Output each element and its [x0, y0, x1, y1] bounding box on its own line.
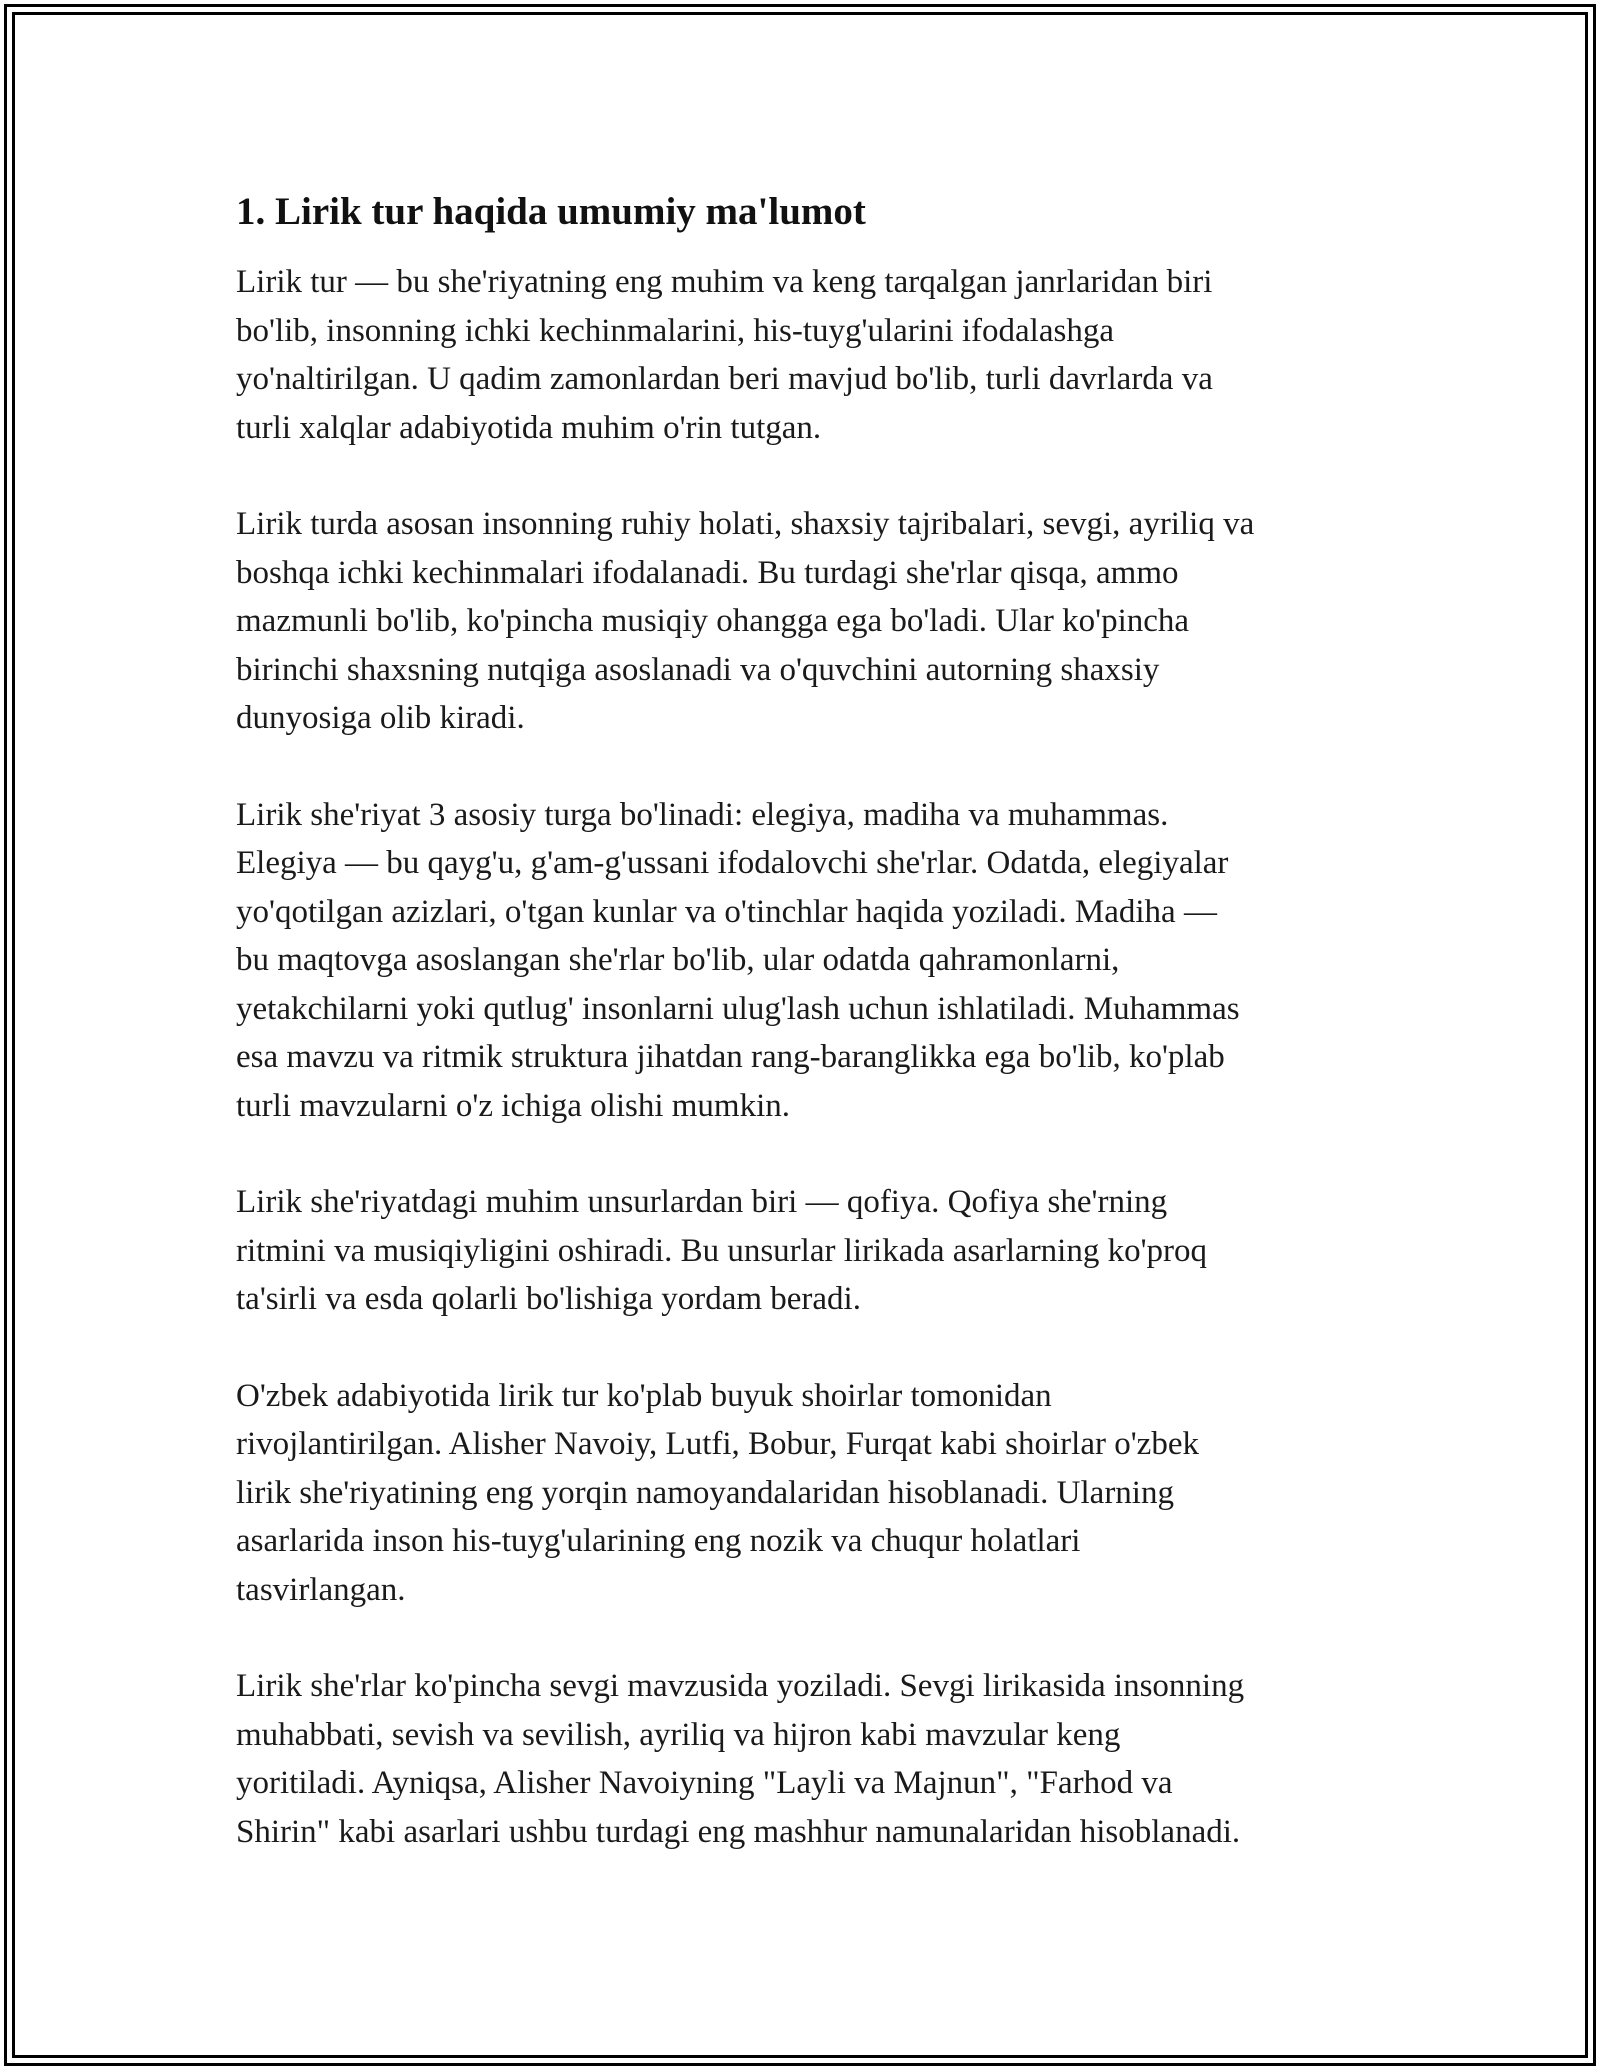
paragraph-line: Shirin" kabi asarlari ushbu turdagi eng mashhur namunalaridan hisoblanadi.: [236, 1813, 1241, 1850]
paragraph-line: asarlarida inson his-tuyg'ularining eng nozik va chuqur holatlari: [236, 1523, 1081, 1559]
paragraph-line: Lirik she'riyat 3 asosiy turga bo'linadi: elegiya, madiha va muhammas.: [236, 796, 1169, 833]
paragraph-line: Lirik tur — bu she'riyatning eng muhim va keng tarqalgan janrlaridan biri: [236, 264, 1213, 300]
paragraph-line: boshqa ichki kechinmalari ifodalanadi. Bu turdagi she'rlar qisqa, ammo: [236, 554, 1179, 591]
paragraph-line: Lirik she'riyatdagi muhim unsurlardan biri — qofiya. Qofiya she'rning: [236, 1184, 1168, 1220]
paragraph-6: [236, 1662, 1376, 1856]
paragraph-line: muhabbati, sevish va sevilish, ayriliq va hijron kabi mavzular keng: [236, 1716, 1121, 1753]
paragraph-3: [236, 791, 1376, 1131]
paragraph-line: Lirik turda asosan insonning ruhiy holati, shaxsiy tajribalari, sevgi, ayriliq va: [236, 506, 1255, 542]
paragraph-line: dunyosiga olib kiradi.: [236, 700, 525, 736]
paragraph-4: [236, 1178, 1376, 1324]
paragraph-5: [236, 1372, 1376, 1615]
paragraph-line: birinchi shaxsning nutqiga asoslanadi va o'quvchini autorning shaxsiy: [236, 651, 1160, 688]
paragraph-line: bu maqtovga asoslangan she'rlar bo'lib, ular odatda qahramonlarni,: [236, 942, 1120, 978]
paragraph-line: turli mavzularni o'z ichiga olishi mumkin.: [236, 1087, 791, 1124]
paragraph-line: tasvirlangan.: [236, 1571, 406, 1608]
paragraph-line: bo'lib, insonning ichki kechinmalarini, his-tuyg'ularini ifodalashga: [236, 312, 1114, 349]
paragraph-line: mazmunli bo'lib, ko'pincha musiqiy ohangga ega bo'ladi. Ular ko'pincha: [236, 603, 1190, 639]
paragraph-line: Lirik she'rlar ko'pincha sevgi mavzusida yoziladi. Sevgi lirikasida insonning: [236, 1668, 1245, 1704]
paragraph-line: ta'sirli va esda qolarli bo'lishiga yordam beradi.: [236, 1281, 861, 1317]
paragraph-line: esa mavzu va ritmik struktura jihatdan rang-baranglikka ega bo'lib, ko'plab: [236, 1039, 1225, 1075]
paragraph-2: [236, 500, 1376, 743]
paragraph-line: ritmini va musiqiyligini oshiradi. Bu unsurlar lirikada asarlarning ko'proq: [236, 1232, 1208, 1269]
paragraph-line: yetakchilarni yoki qutlug' insonlarni ulug'lash uchun ishlatiladi. Muhammas: [236, 990, 1240, 1027]
paragraph-line: yo'qotilgan azizlari, o'tgan kunlar va o'tinchlar haqida yoziladi. Madiha —: [236, 893, 1217, 930]
paragraph-line: yo'naltirilgan. U qadim zamonlardan beri mavjud bo'lib, turli davrlarda va: [236, 361, 1213, 397]
paragraph-line: O'zbek adabiyotida lirik tur ko'plab buyuk shoirlar tomonidan: [236, 1377, 1052, 1414]
paragraph-line: Elegiya — bu qayg'u, g'am-g'ussani ifodalovchi she'rlar. Odatda, elegiyalar: [236, 845, 1229, 881]
paragraph-line: turli xalqlar adabiyotida muhim o'rin tutgan.: [236, 409, 822, 446]
paragraph-line: rivojlantirilgan. Alisher Navoiy, Lutfi, Bobur, Furqat kabi shoirlar o'zbek: [236, 1426, 1199, 1462]
paragraph-line: lirik she'riyatining eng yorqin namoyandalaridan hisoblanadi. Ularning: [236, 1474, 1174, 1511]
section-heading: 1. Lirik tur haqida umumiy ma'lumot: [236, 190, 866, 233]
document-body: [236, 186, 1376, 1904]
paragraph-1: [236, 258, 1376, 452]
paragraph-line: yoritiladi. Ayniqsa, Alisher Navoiyning "Layli va Majnun", "Farhod va: [236, 1765, 1173, 1801]
